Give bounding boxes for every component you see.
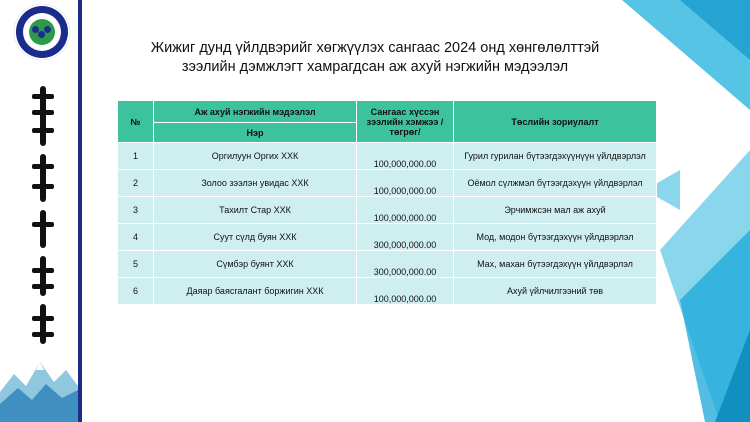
table-row bbox=[118, 278, 657, 305]
loan-amount: 300,000,000.00 bbox=[357, 251, 454, 278]
table-row bbox=[118, 224, 657, 251]
script-mark bbox=[32, 128, 54, 133]
project-purpose: Гурил гурилан бүтээгдэхүүнүүн үйлдвэрлэл bbox=[454, 143, 657, 170]
header-amount: Сангаас хүссэн зээлийн хэмжээ /төгрөг/ bbox=[357, 101, 454, 143]
row-number: 3 bbox=[118, 197, 154, 224]
company-name: Даяар баясгалант боржигин ХХК bbox=[154, 278, 357, 305]
header-num: № bbox=[118, 101, 154, 143]
script-mark bbox=[32, 268, 54, 273]
row-number: 6 bbox=[118, 278, 154, 305]
table-row bbox=[118, 197, 657, 224]
loan-table bbox=[117, 100, 657, 305]
row-number: 2 bbox=[118, 170, 154, 197]
project-purpose: Мах, махан бүтээгдэхүүн үйлдвэрлэл bbox=[454, 251, 657, 278]
script-stroke bbox=[40, 154, 46, 202]
organization-logo bbox=[14, 4, 70, 60]
company-name: Золоо зээлэн увидас ХХК bbox=[154, 170, 357, 197]
table-row bbox=[118, 170, 657, 197]
title-line-1: Жижиг дунд үйлдвэрийг хөгжүүлэх сангаас 2024 онд хөнгөлөлттэй bbox=[150, 40, 600, 56]
header-entity-group: Аж ахуй нэгжийн мэдээлэл bbox=[154, 101, 357, 123]
table-row bbox=[118, 143, 657, 170]
sidebar bbox=[0, 0, 82, 422]
script-mark bbox=[32, 184, 54, 189]
header-purpose: Төслийн зориулалт bbox=[454, 101, 657, 143]
page-title bbox=[120, 39, 630, 77]
row-number: 4 bbox=[118, 224, 154, 251]
script-stroke bbox=[40, 210, 46, 248]
company-name: Оргилуун Оргих ХХК bbox=[154, 143, 357, 170]
script-mark bbox=[32, 284, 54, 289]
loan-amount: 100,000,000.00 bbox=[357, 170, 454, 197]
project-purpose: Эрчимжсэн мал аж ахуй bbox=[454, 197, 657, 224]
loan-amount: 100,000,000.00 bbox=[357, 197, 454, 224]
company-name: Суут сүлд буян ХХК bbox=[154, 224, 357, 251]
company-name: Сүмбэр буянт ХХК bbox=[154, 251, 357, 278]
project-purpose: Ахуй үйлчилгээний төв bbox=[454, 278, 657, 305]
script-stroke bbox=[40, 256, 46, 296]
loan-amount: 100,000,000.00 bbox=[357, 143, 454, 170]
title-line-2: зээлийн дэмжлэгт хамрагдсан аж ахуй нэгжийн мэдээлэл bbox=[181, 59, 569, 75]
script-mark bbox=[32, 94, 54, 99]
loan-amount: 300,000,000.00 bbox=[357, 224, 454, 251]
logo-dot bbox=[38, 31, 45, 38]
header-name: Нэр bbox=[154, 123, 357, 143]
script-mark bbox=[32, 222, 54, 227]
table-row bbox=[118, 251, 657, 278]
mountain-illustration bbox=[0, 340, 82, 422]
loan-amount: 100,000,000.00 bbox=[357, 278, 454, 305]
logo-inner bbox=[23, 13, 61, 51]
script-stroke bbox=[40, 304, 46, 344]
script-mark bbox=[32, 332, 54, 337]
project-purpose: Мод, модон бүтээгдэхүүн үйлдвэрлэл bbox=[454, 224, 657, 251]
script-mark bbox=[32, 164, 54, 169]
project-purpose: Оёмол сүлжмэл бүтээгдэхүүн үйлдвэрлэл bbox=[454, 170, 657, 197]
row-number: 5 bbox=[118, 251, 154, 278]
row-number: 1 bbox=[118, 143, 154, 170]
mongolian-script-decoration bbox=[28, 86, 58, 346]
logo-dot bbox=[44, 26, 51, 33]
script-mark bbox=[32, 316, 54, 321]
company-name: Тахилт Стар ХХК bbox=[154, 197, 357, 224]
script-mark bbox=[32, 110, 54, 115]
